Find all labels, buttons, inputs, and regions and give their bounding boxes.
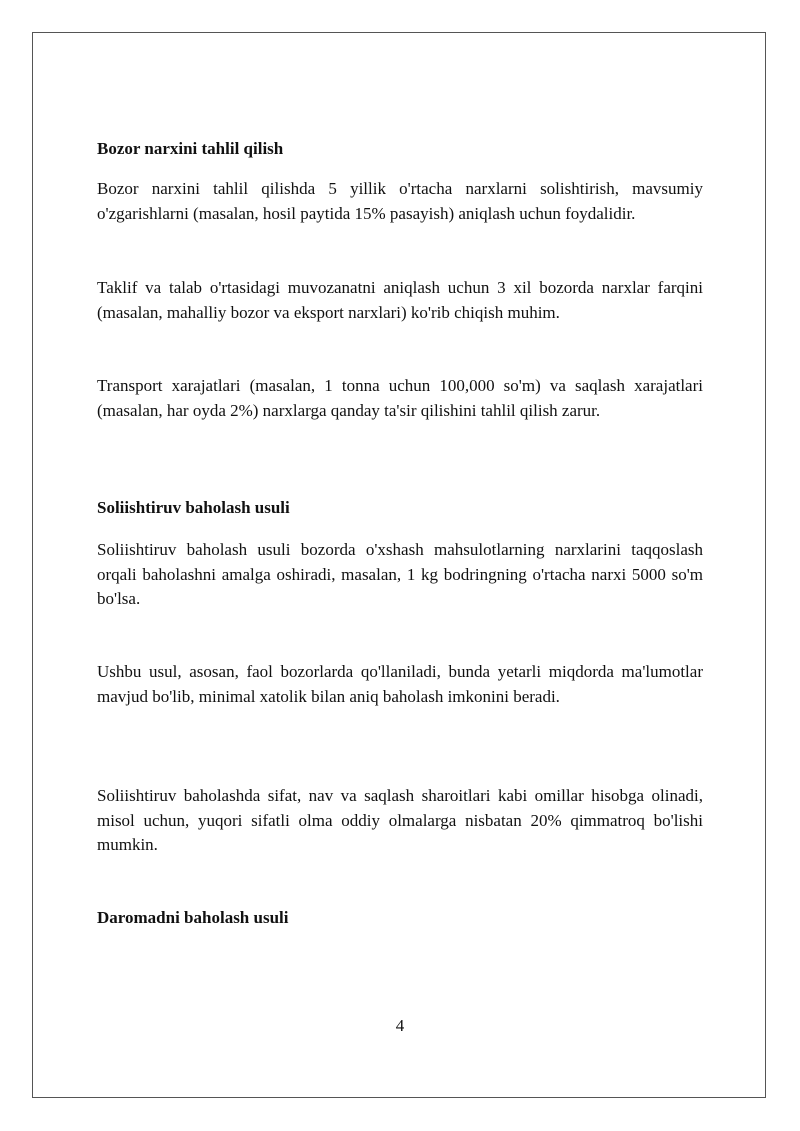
paragraph: Soliishtiruv baholashda sifat, nav va saqlash sharoitlari kabi omillar hisobga olinadi, misol uchun, yuqori sifatli olma oddiy olmalarga nisbatan 20% qimmatroq bo'lishi mumkin.: [97, 786, 703, 854]
section-heading: Daromadni baholash usuli: [97, 908, 289, 927]
page-number: 4: [395, 1016, 405, 1035]
section-heading: Bozor narxini tahlil qilish: [97, 139, 284, 158]
paragraph: Bozor narxini tahlil qilishda 5 yillik o'rtacha narxlarni solishtirish, mavsumiy o'zgarishlarni (masalan, hosil paytida 15% pasayish) aniqlash uchun foydalidir.: [97, 179, 703, 223]
paragraph: Soliishtiruv baholash usuli bozorda o'xshash mahsulotlarning narxlarini taqqoslash orqali baholashni amalga oshiradi, masalan, 1 kg bodringning o'rtacha narxi 5000 so'm bo'lsa.: [97, 540, 703, 608]
section-heading: Soliishtiruv baholash usuli: [97, 498, 290, 517]
paragraph: Ushbu usul, asosan, faol bozorlarda qo'llaniladi, bunda yetarli miqdorda ma'lumotlar mavjud bo'lib, minimal xatolik bilan aniq baholash imkonini beradi.: [97, 662, 703, 706]
paragraph: Taklif va talab o'rtasidagi muvozanatni aniqlash uchun 3 xil bozorda narxlar farqini (masalan, mahalliy bozor va eksport narxlari) ko'rib chiqish muhim.: [97, 278, 703, 322]
paragraph: Transport xarajatlari (masalan, 1 tonna uchun 100,000 so'm) va saqlash xarajatlari (masalan, har oyda 2%) narxlarga qanday ta'sir qilishini tahlil qilish zarur.: [97, 376, 703, 420]
